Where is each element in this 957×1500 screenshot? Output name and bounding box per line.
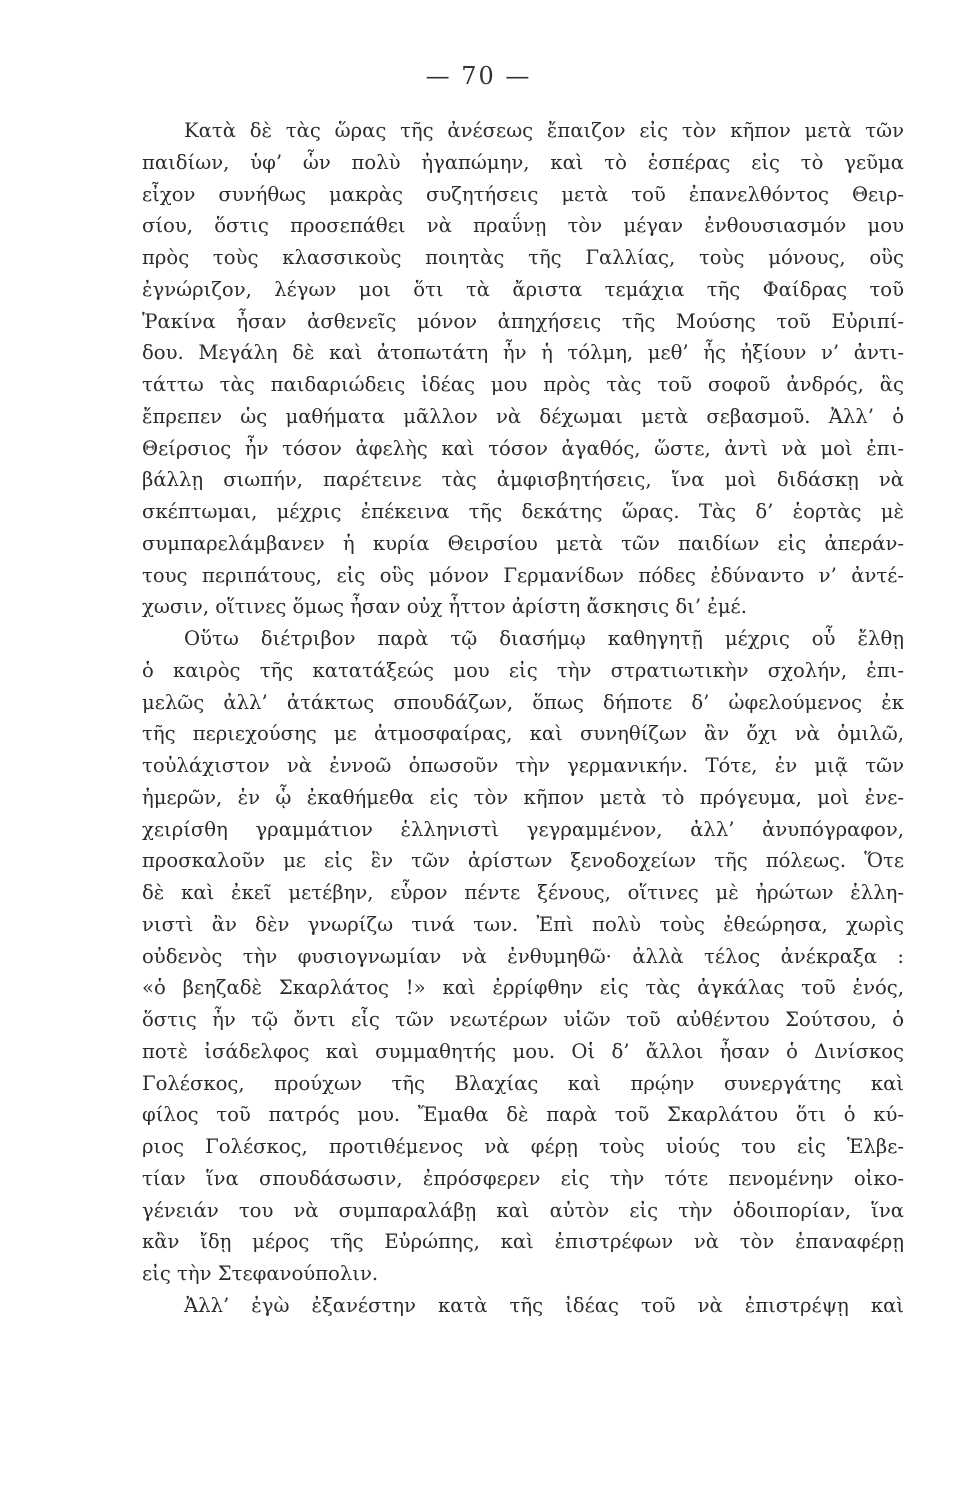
text-line: ὁ καιρὸς τῆς κατατάξεώς μου εἰς τὴν στρατιωτικὴν σχολήν, ἐπι- xyxy=(142,658,904,682)
text-line: «ὁ βεηζαδὲ Σκαρλάτος !» καὶ ἐρρίφθην εἰς τὰς ἀγκάλας τοῦ ἑνός, xyxy=(142,976,904,1000)
text-line: εἶχον συνήθως μακρὰς συζητήσεις μετὰ τοῦ ἐπανελθόντος Θειρ- xyxy=(142,182,904,206)
text-line: ὅστις ἦν τῷ ὄντι εἷς τῶν νεωτέρων υἱῶν τοῦ αὐθέντου Σούτσου, ὁ xyxy=(142,1008,904,1031)
text-line: ριος Γολέσκος, προτιθέμενος νὰ φέρῃ τοὺς υἱούς του εἰς Ἑλβε- xyxy=(142,1135,904,1158)
text-line: χωσιν, οἵτινες ὅμως ἦσαν οὐχ ἧττον ἀρίστη ἄσκησις δι’ ἐμέ. xyxy=(142,595,747,619)
text-line: Ῥακίνα ἦσαν ἀσθενεῖς μόνον ἀπηχήσεις τῆς Μούσης τοῦ Εὐριπί- xyxy=(142,309,904,333)
text-line: τους περιπάτους, εἰς οὓς μόνον Γερμανίδων πόδες ἐδύναντο ν’ ἀντέ- xyxy=(142,563,904,587)
text-line: γένειάν του νὰ συμπαραλάβῃ καὶ αὐτὸν εἰς τὴν ὁδοιπορίαν, ἵνα xyxy=(142,1198,904,1222)
text-line: δὲ καὶ ἐκεῖ μετέβην, εὗρον πέντε ξένους, οἵτινες μὲ ἠρώτων ἑλλη- xyxy=(142,881,904,904)
text-line: σκέπτωμαι, μέχρις ἐπέκεινα τῆς δεκάτης ὥρας. Τὰς δ’ ἑορτὰς μὲ xyxy=(142,500,904,523)
text-line: Γολέσκος, προύχων τῆς Βλαχίας καὶ πρῴην συνεργάτης καὶ xyxy=(142,1071,904,1095)
text-line: δου. Μεγάλη δὲ καὶ ἀτοπωτάτη ἦν ἡ τόλμη, μεθ’ ἧς ἠξίουν ν’ ἀντι- xyxy=(142,341,904,365)
text-line: Ἀλλ’ ἐγὼ ἐξανέστην κατὰ τῆς ἰδέας τοῦ νὰ ἐπιστρέψῃ καὶ xyxy=(184,1293,904,1317)
text-line: ἔπρεπεν ὡς μαθήματα μᾶλλον νὰ δέχωμαι μετὰ σεβασμοῦ. Ἀλλ’ ὁ xyxy=(142,404,904,428)
text-line: κἂν ἴδῃ μέρος τῆς Εὐρώπης, καὶ ἐπιστρέφων νὰ τὸν ἐπαναφέρῃ xyxy=(142,1230,904,1254)
text-line: Κατὰ δὲ τὰς ὥρας τῆς ἀνέσεως ἔπαιζον εἰς τὸν κῆπον μετὰ τῶν xyxy=(184,119,904,142)
text-line: τῆς περιεχούσης με ἀτμοσφαίρας, καὶ συνηθίζων ἂν ὄχι νὰ ὁμιλῶ, xyxy=(142,722,904,746)
text-line: νιστὶ ἂν δὲν γνωρίζω τινά των. Ἐπὶ πολὺ τοὺς ἐθεώρησα, χωρὶς xyxy=(142,912,904,936)
text-line: Οὕτω διέτριβον παρὰ τῷ διασήμῳ καθηγητῇ μέχρις οὗ ἔλθῃ xyxy=(184,627,904,650)
text-line: Θείρσιος ἦν τόσον ἀφελὴς καὶ τόσον ἀγαθός, ὥστε, ἀντὶ νὰ μοὶ ἐπι- xyxy=(142,436,904,460)
text-line: σίου, ὅστις προσεπάθει νὰ πραΰνῃ τὸν μέγαν ἐνθουσιασμόν μου xyxy=(142,214,904,238)
text-line: πρὸς τοὺς κλασσικοὺς ποιητὰς τῆς Γαλλίας, τοὺς μόνους, οὓς xyxy=(142,246,904,269)
text-line: χειρίσθη γραμμάτιον ἑλληνιστὶ γεγραμμένον, ἀλλ’ ἀνυπόγραφον, xyxy=(142,817,904,841)
text-line: ποτὲ ἰσάδελφος καὶ συμμαθητής μου. Οἱ δ’ ἄλλοι ἦσαν ὁ Δινίσκος xyxy=(142,1039,904,1063)
text-line: παιδίων, ὑφ’ ὧν πολὺ ἠγαπώμην, καὶ τὸ ἑσπέρας εἰς τὸ γεῦμα xyxy=(142,150,904,174)
text-line: οὐδενὸς τὴν φυσιογνωμίαν νὰ ἐνθυμηθῶ· ἀλλὰ τέλος ἀνέκραξα : xyxy=(142,944,904,968)
text-line: τοὐλάχιστον νὰ ἐννοῶ ὁπωσοῦν τὴν γερμανικήν. Τότε, ἐν μιᾷ τῶν xyxy=(142,754,904,777)
page-number-header: — 70 — xyxy=(425,62,532,90)
text-line: μελῶς ἀλλ’ ἀτάκτως σπουδάζων, ὅπως δήποτε δ’ ὠφελούμενος ἐκ xyxy=(142,690,904,714)
text-line: συμπαρελάμβανεν ἡ κυρία Θειρσίου μετὰ τῶν παιδίων εἰς ἀπεράν- xyxy=(142,531,904,555)
text-line: προσκαλοῦν με εἰς ἓν τῶν ἀρίστων ξενοδοχείων τῆς πόλεως. Ὅτε xyxy=(142,849,904,873)
text-line: εἰς τὴν Στεφανούπολιν. xyxy=(142,1262,379,1285)
body-text xyxy=(142,115,904,1322)
text-line: ἡμερῶν, ἐν ᾧ ἐκαθήμεθα εἰς τὸν κῆπον μετὰ τὸ πρόγευμα, μοὶ ἐνε- xyxy=(142,785,904,809)
text-line: φίλος τοῦ πατρός μου. Ἔμαθα δὲ παρὰ τοῦ Σκαρλάτου ὅτι ὁ κύ- xyxy=(142,1103,904,1127)
text-line: βάλλῃ σιωπήν, παρέτεινε τὰς ἀμφισβητήσεις, ἵνα μοὶ διδάσκῃ νὰ xyxy=(142,468,904,492)
text-line: ἐγνώριζον, λέγων μοι ὅτι τὰ ἄριστα τεμάχια τῆς Φαίδρας τοῦ xyxy=(142,277,904,301)
text-line: τίαν ἵνα σπουδάσωσιν, ἐπρόσφερεν εἰς τὴν τότε πενομένην οἰκο- xyxy=(142,1166,904,1190)
text-line: τάττω τὰς παιδαριώδεις ἰδέας μου πρὸς τὰς τοῦ σοφοῦ ἀνδρός, ἃς xyxy=(142,373,904,396)
